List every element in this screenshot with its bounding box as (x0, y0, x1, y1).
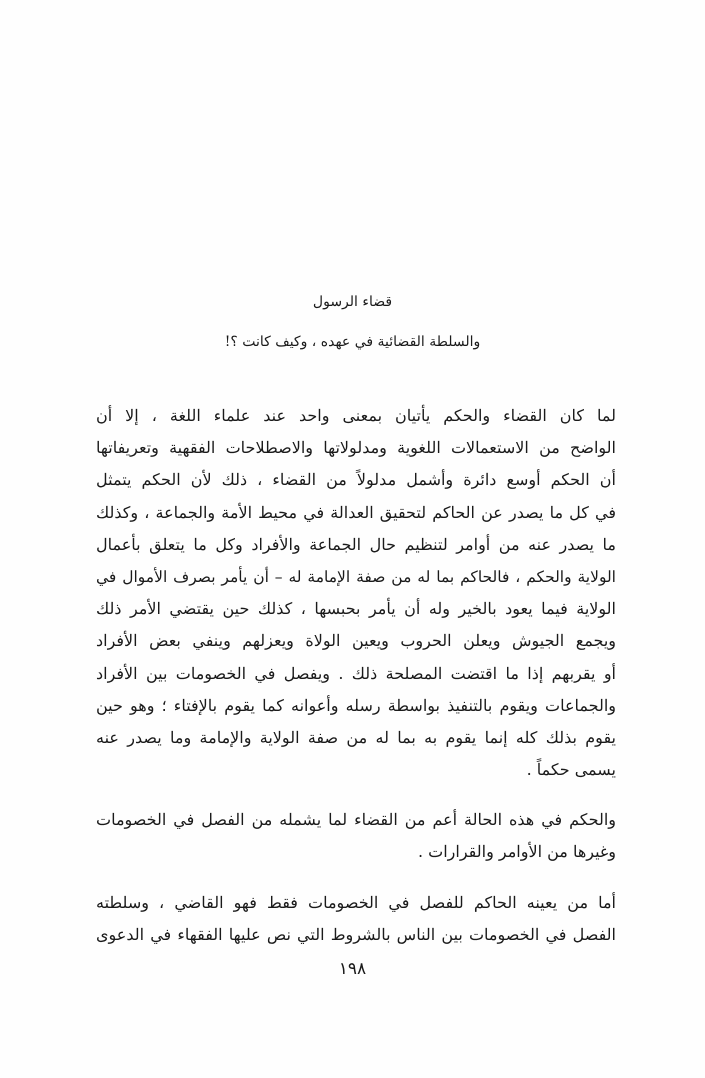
chapter-title-line-1: قضاء الرسول (312, 294, 393, 310)
text-line: الولاية فيما يعود بالخير وله أن يأمر بحبسها ، كذلك حين يقتضي الأمر ذلك (96, 599, 616, 619)
text-line: أما من يعينه الحاكم للفصل في الخصومات فقط فهو القاضي ، وسلطته (96, 892, 616, 912)
text-line: الفصل في الخصومات بين الناس بالشروط التي نص عليها الفقهاء في الدعوى (96, 924, 616, 944)
text-line: يسمى حكماً . (526, 760, 616, 780)
paragraph-gap (96, 869, 616, 887)
text-line: والجماعات ويقوم بالتنفيذ بواسطة رسله وأعوانه كما يقوم بالإفتاء ؛ وهو حين (96, 695, 616, 715)
text-line: والحكم في هذه الحالة أعم من القضاء لما يشمله من الفصل في الخصومات (96, 810, 616, 830)
paragraph-gap (96, 786, 616, 804)
text-line: الولاية والحكم ، فالحاكم بما له من صفة الإمامة له – أن يأمر بصرف الأموال في (96, 567, 616, 586)
text-line: أن الحكم أوسع دائرة وأشمل مدلولاً من القضاء ، ذلك لأن الحكم يتمثل (96, 470, 616, 490)
text-line: ويجمع الجيوش ويعلن الحروب ويعين الولاة ويعزلهم وينفي بعض الأفراد (96, 631, 616, 651)
chapter-title (0, 282, 705, 362)
paragraph (96, 804, 616, 868)
text-line: يقوم بذلك كله إنما يقوم به بما له من صفة الولاية والإمامة وما يصدر عنه (96, 727, 616, 747)
paragraph (96, 887, 616, 951)
chapter-title-line-2: والسلطة القضائية في عهده ، وكيف كانت ؟! (224, 334, 481, 350)
text-line: الواضح من الاستعمالات اللغوية ومدلولاتها والاصطلاحات الفقهية وتعريفاتها (96, 438, 616, 458)
paragraph (96, 400, 616, 786)
text-line: أو يقربهم إذا ما اقتضت المصلحة ذلك . ويفصل في الخصومات بين الأفراد (96, 663, 616, 683)
page-number: ١٩٨ (338, 959, 367, 979)
text-line: ما يصدر عنه من أوامر لتنظيم حال الجماعة والأفراد وكل ما يتعلق بأعمال (96, 534, 616, 554)
text-line: لما كان القضاء والحكم يأتيان بمعنى واحد عند علماء اللغة ، إلا أن (96, 406, 616, 425)
body-text (96, 400, 616, 951)
text-line: وغيرها من الأوامر والقرارات . (417, 842, 616, 862)
text-line: في كل ما يصدر عن الحاكم لتحقيق العدالة في محيط الأمة والجماعة ، وكذلك (96, 502, 616, 522)
